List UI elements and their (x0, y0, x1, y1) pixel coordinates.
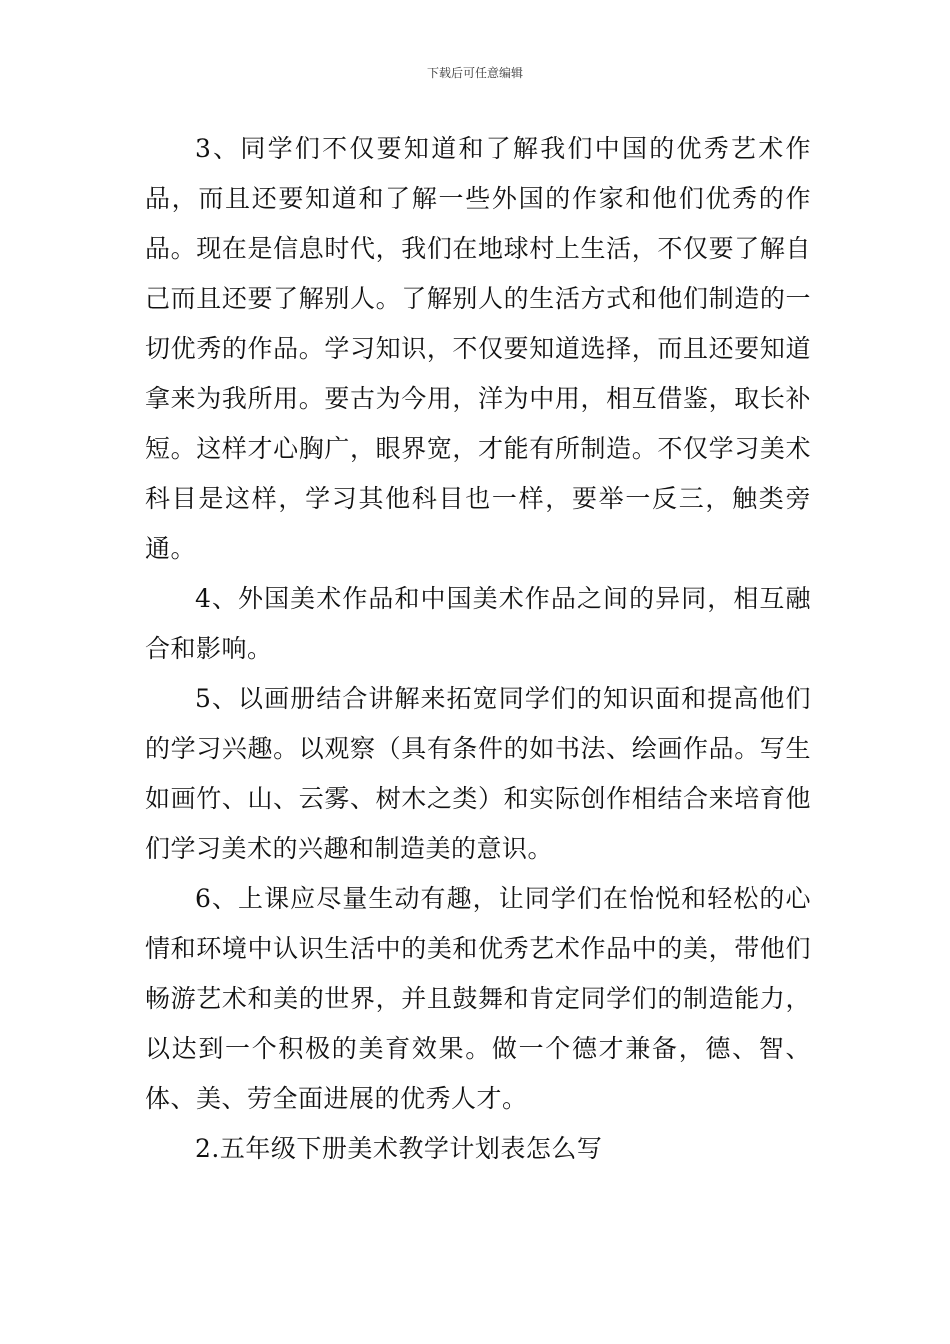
document-body (145, 124, 811, 1174)
paragraph-item-6: 6、上课应尽量生动有趣，让同学们在怡悦和轻松的心情和环境中认识生活中的美和优秀艺术作品中的美，带他们畅游艺术和美的世界，并且鼓舞和肯定同学们的制造能力，以达到一个积极的美育效果。做一个德才兼备，德、智、体、美、劳全面进展的优秀人才。 (145, 884, 811, 1113)
section-heading: 2.五年级下册美术教学计划表怎么写 (195, 1134, 603, 1163)
paragraph-item-3: 3、同学们不仅要知道和了解我们中国的优秀艺术作品，而且还要知道和了解一些外国的作家和他们优秀的作品。现在是信息时代，我们在地球村上生活，不仅要了解自己而且还要了解别人。了解别人的生活方式和他们制造的一切优秀的作品。学习知识，不仅要知道选择，而且还要知道拿来为我所用。要古为今用，洋为中用，相互借鉴，取长补短。这样才心胸广，眼界宽，才能有所制造。不仅学习美术科目是这样，学习其他科目也一样，要举一反三，触类旁通。 (145, 134, 811, 563)
paragraph-item-4: 4、外国美术作品和中国美术作品之间的异同，相互融合和影响。 (145, 584, 811, 663)
page-header-note: 下载后可任意编辑 (426, 66, 523, 80)
paragraph-item-5: 5、以画册结合讲解来拓宽同学们的知识面和提高他们的学习兴趣。以观察（具有条件的如书法、绘画作品。写生如画竹、山、云雾、树木之类）和实际创作相结合来培育他们学习美术的兴趣和制造美的意识。 (145, 684, 811, 863)
